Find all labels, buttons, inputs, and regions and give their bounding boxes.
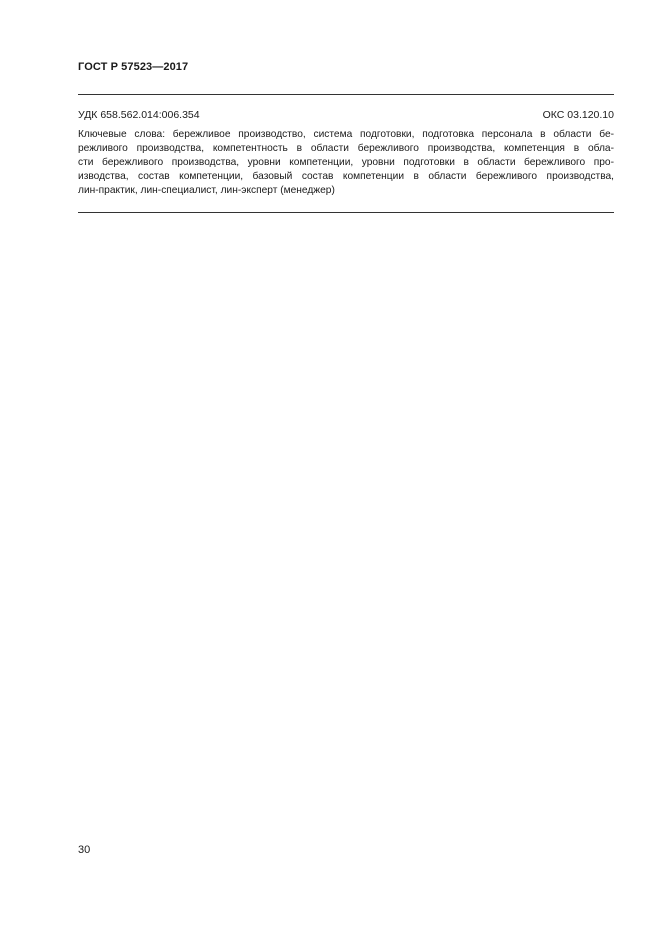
keywords-paragraph xyxy=(78,128,614,198)
top-divider xyxy=(78,94,614,95)
page-number: 30 xyxy=(78,844,91,856)
keywords-line: изводства, состав компетенции, базовый состав компетенции в области бережливого производства, xyxy=(78,171,614,183)
keywords-line: Ключевые слова: бережливое производство, система подготовки, подготовка персонала в области бе- xyxy=(78,129,614,140)
udk-code: УДК 658.562.014:006.354 xyxy=(78,109,200,121)
classification-row xyxy=(78,109,614,121)
keywords-line: лин-практик, лин-специалист, лин-эксперт (менеджер) xyxy=(78,185,335,197)
keywords-line: сти бережливого производства, уровни компетенции, уровни подготовки в области бережливого про- xyxy=(78,157,614,169)
standard-designation: ГОСТ Р 57523—2017 xyxy=(78,61,189,73)
bottom-divider xyxy=(78,212,614,213)
keywords-line: режливого производства, компетентность в области бережливого производства, компетенция в обла- xyxy=(78,143,614,155)
oks-code: ОКС 03.120.10 xyxy=(542,109,614,121)
